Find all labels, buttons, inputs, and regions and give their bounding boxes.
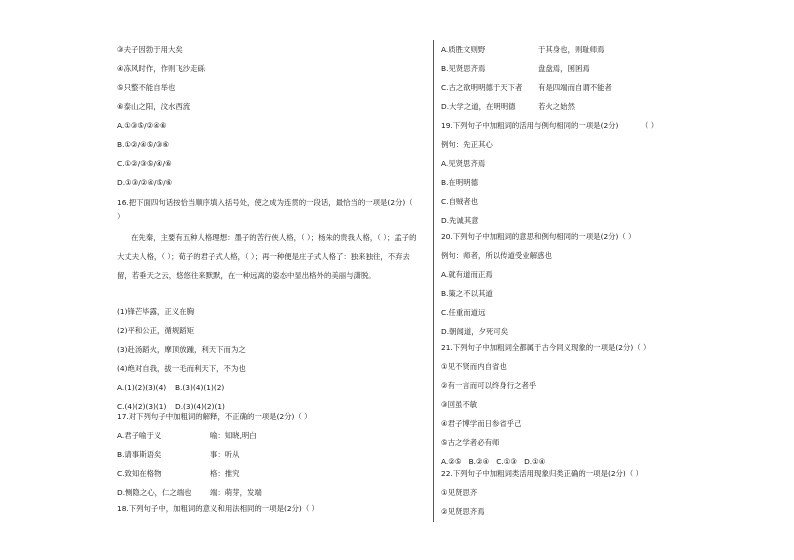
q19-stem-line (441, 121, 658, 131)
q15-option-d: D.①③/②④/⑤/⑥ (117, 178, 173, 187)
q16-item-1: (1)锋芒毕露，正义在胸 (117, 307, 194, 316)
q18-option-c-left: C.古之欲明明德于天下者 (441, 83, 523, 92)
q17-option-b-gloss: 事：听从 (210, 450, 240, 459)
q19-option-c: C.自贼者也 (441, 197, 479, 206)
q21-item-4: ④君子博学而日参省乎己 (441, 419, 522, 428)
q16-option-d: D.(3)(4)(2)(1) (175, 402, 225, 411)
q17-option-a-gloss: 喻：知晓,明白 (210, 431, 257, 440)
sentence-4: ④冻风时作，作则飞沙走砾 (117, 64, 205, 73)
q22-stem: 22.下列句子中加粗词类活用现象归类正确的一项是(2分)（ ） (441, 469, 643, 478)
q21-item-2: ②有一言而可以终身行之者乎 (441, 381, 537, 390)
q16-options-row2 (117, 402, 233, 412)
q20-stem: 20.下列句子中加粗词的意思和例句相同的一项是(2分)（ ） (441, 232, 636, 241)
q18-option-b (441, 64, 590, 74)
q17-option-a (117, 431, 257, 441)
q16-options (117, 383, 417, 393)
q17-option-d-gloss: 端：萌芽，发端 (210, 488, 262, 497)
q15-option-c: C.①②/③⑤/④/⑥ (117, 159, 172, 168)
q16-option-a: A.(1)(2)(3)(4) (117, 383, 167, 392)
q19-option-b: B.在明明德 (441, 178, 478, 187)
q18-stem: 18.下列句子中，加粗词的意义和用法相同的一项是(2分)（ ） (117, 504, 319, 513)
sentence-5: ⑤只整不能自举也 (117, 83, 176, 92)
q22-item-2: ②见贤思齐焉 (441, 507, 485, 516)
q20-option-c: C.任重而道远 (441, 308, 486, 317)
q18-option-a-right: 于其身也，则耻师焉 (538, 45, 605, 54)
q16-stem: 16.把下面四句话按恰当顺序填入括号处，使之成为连贯的一段话，最恰当的一项是(2分)（ ） (117, 198, 413, 221)
q21-options: A.②⑤ B.②④ C.①③ D.①④ (441, 457, 546, 466)
q17-option-b (117, 450, 240, 460)
q17-stem: 17.对下列句子中加粗词的解释，不正确的一项是(2分)（ ） (117, 412, 312, 421)
q21-item-1: ①见不贤而内自省也 (441, 362, 507, 371)
q16-option-b: B.(3)(4)(1)(2) (175, 383, 225, 392)
q21-item-5: ⑤古之学者必有师 (441, 438, 500, 447)
column-divider (433, 40, 434, 522)
q18-option-c-right: 有是四端而自谓不能者 (538, 83, 612, 92)
q17-option-d-text: D.恻隐之心，仁之端也 (117, 488, 192, 497)
q18-option-a (441, 45, 605, 55)
q18-option-d-left: D.大学之道，在明明德 (441, 102, 516, 111)
q17-option-d (117, 488, 262, 498)
q18-option-b-right: 盘盘焉，囷囷焉 (538, 64, 590, 73)
q19-option-a: A.见贤思齐焉 (441, 159, 486, 168)
q19-option-d: D.先诚其意 (441, 216, 479, 225)
q21-stem: 21.下列句子中加粗词全都属于古今同义现象的一项是(2分)（ ） (441, 343, 651, 352)
q18-option-d (441, 102, 575, 112)
q17-option-a-text: A.君子喻于义 (117, 431, 162, 440)
q17-option-b-text: B.请事斯语矣 (117, 450, 162, 459)
sentence-6: ⑥泰山之阳，汶水西流 (117, 102, 191, 111)
q17-option-c-text: C.致知在格物 (117, 469, 162, 478)
q22-item-1: ①见贤思齐 (441, 488, 478, 497)
sentence-3: ③夫子因勃于用大矣 (117, 45, 183, 54)
q18-option-d-right: 若火之始然 (538, 102, 575, 111)
q20-option-d: D.朝闻道，夕死可矣 (441, 327, 509, 336)
q16-item-4: (4)绝对自我，拔一毛而利天下，不为也 (117, 364, 246, 373)
q17-option-c (117, 469, 240, 479)
q19-example: 例句：先正其心 (441, 140, 493, 149)
q21-item-3: ③回虽不敏 (441, 400, 478, 409)
q16-item-2: (2)平和公正，循规蹈矩 (117, 326, 194, 335)
q18-option-a-left: A.质胜文则野 (441, 45, 486, 54)
q20-example: 例句：师者，所以传道受业解惑也 (441, 251, 552, 260)
q16-item-3: (3)赴汤蹈火，摩顶放踵，利天下而为之 (117, 345, 246, 354)
q16-option-c: C.(4)(2)(3)(1) (117, 402, 167, 411)
q15-option-a: A.①③⑤/②④⑥ (117, 121, 167, 130)
q16-passage: 在先秦，主要有五种人格理想：墨子的苦行侠人格，（ ）；杨朱的贵我人格，（ ）；孟子的大丈夫人格，（ ）；荀子的君子式人格，（ ）；再一种便是庄子式人格了：独来独往，不弃去留，若垂天之云，悠悠往来默默，在一种远离的姿态中显出格外的美丽与潇脱。 (117, 233, 417, 280)
q18-option-c (441, 83, 612, 93)
q19-bracket: （ ） (641, 121, 659, 130)
q18-option-b-left: B.见贤思齐焉 (441, 64, 486, 73)
q20-option-b: B.策之不以其道 (441, 289, 493, 298)
q19-stem: 19.下列句子中加粗词的活用与例句相同的一项是(2分) (441, 121, 619, 130)
q17-option-c-gloss: 格：推究 (210, 469, 240, 478)
q15-option-b: B.①②/④⑤/③⑥ (117, 140, 170, 149)
q20-option-a: A.就有道而正焉 (441, 270, 493, 279)
